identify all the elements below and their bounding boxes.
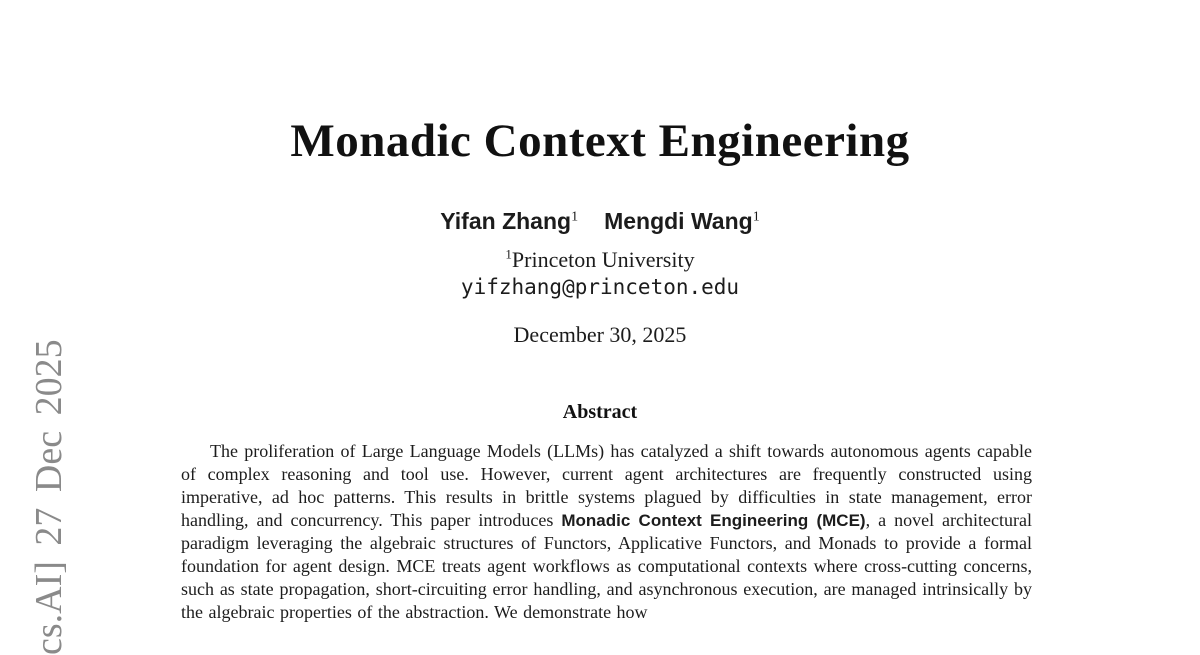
paper-title: Monadic Context Engineering bbox=[290, 115, 910, 167]
abstract-text bbox=[181, 440, 1032, 624]
arxiv-stamp: cs.AI] 27 Dec 2025 bbox=[28, 339, 70, 655]
abstract-heading: Abstract bbox=[562, 401, 638, 423]
author-1-name: Yifan Zhang bbox=[440, 208, 572, 234]
abstract-text-after-bold: , a novel architectural paradigm leveraging the algebraic structures of Functors, Applicative Functors, and Monads to provide a formal foundation for agent design. MCE treats agent workflows as computational contexts where cross-cutting concerns, such as state propagation, short-circuiting error handling, and asynchronous execution, are managed intrinsically by the algebraic properties of the abstraction. We demonstrate how bbox=[181, 510, 1032, 622]
affiliation-superscript: 1 bbox=[505, 246, 512, 262]
author-1 bbox=[440, 209, 578, 234]
affiliation bbox=[0, 247, 1200, 273]
paper-date: December 30, 2025 bbox=[513, 322, 687, 347]
abstract-text-before-bold: The proliferation of Large Language Models (LLMs) has catalyzed a shift towards autonomous agents capable of complex reasoning and tool use. However, current agent architectures are frequently constructed using imperative, ad hoc patterns. This results in brittle systems plagued by difficulties in state management, error handling, and concurrency. This paper introduces bbox=[181, 441, 1032, 530]
abstract-bold-term: Monadic Context Engineering (MCE) bbox=[561, 511, 866, 530]
affiliation-name: Princeton University bbox=[511, 247, 695, 272]
author-2 bbox=[604, 209, 760, 234]
author-2-name: Mengdi Wang bbox=[604, 208, 753, 234]
contact-email: yifzhang@princeton.edu bbox=[460, 275, 740, 299]
author-2-superscript: 1 bbox=[752, 209, 760, 225]
author-line bbox=[0, 209, 1200, 234]
author-1-superscript: 1 bbox=[571, 209, 579, 225]
